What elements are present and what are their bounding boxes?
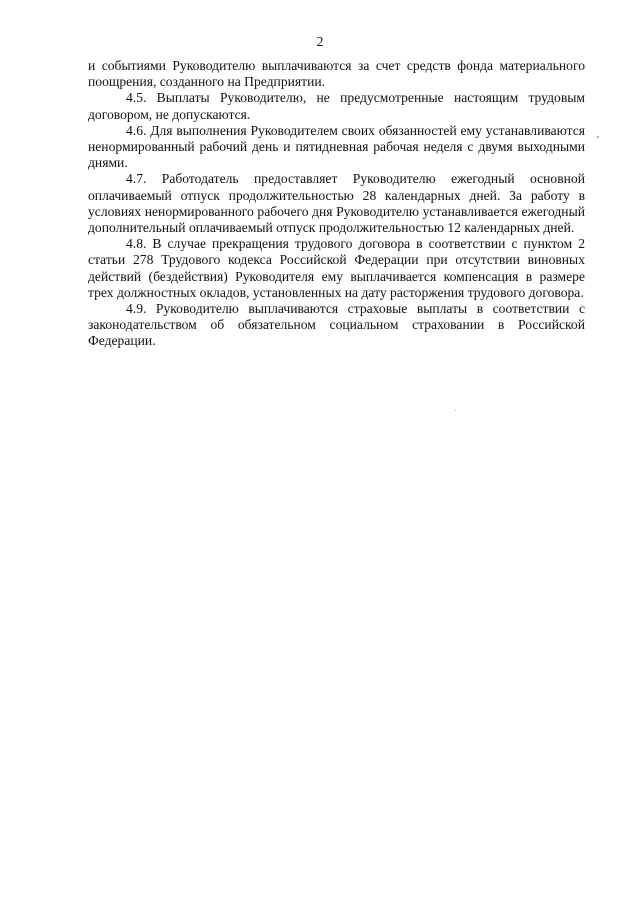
- document-body: [88, 58, 585, 350]
- scan-speck: [597, 136, 599, 138]
- page-number: 2: [316, 34, 324, 49]
- scan-speck: [455, 410, 456, 411]
- paragraph-4-5: 4.5. Выплаты Руководителю, не предусмотренные настоящим трудовым договором, не допускаются.: [88, 90, 585, 122]
- paragraph-4-6: 4.6. Для выполнения Руководителем своих обязанностей ему устанавливаются ненормированный рабочий день и пятидневная рабочая неделя с двумя выходными днями.: [88, 122, 585, 171]
- paragraph-4-8: 4.8. В случае прекращения трудового договора в соответствии с пунктом 2 статьи 278 Трудового кодекса Российской Федерации при отсутствии виновных действий (бездействия) Руководителя ему выплачивается компенсация в размере трех должностных окладов, установленных на дату расторжения трудового договора.: [88, 236, 585, 300]
- paragraph-continuation: и событиями Руководителю выплачиваются за счет средств фонда материального поощрения, созданного на Предприятии.: [88, 58, 585, 90]
- paragraph-4-7: 4.7. Работодатель предоставляет Руководителю ежегодный основной оплачиваемый отпуск продолжительностью 28 календарных дней. За работу в условиях ненормированного рабочего дня Руководителю устанавливается ежегодный дополнительный оплачиваемый отпуск продолжительностью 12 календарных дней.: [88, 171, 585, 236]
- paragraph-4-9: 4.9. Руководителю выплачиваются страховые выплаты в соответствии с законодательством об обязательном социальном страховании в Российской Федерации.: [88, 301, 585, 349]
